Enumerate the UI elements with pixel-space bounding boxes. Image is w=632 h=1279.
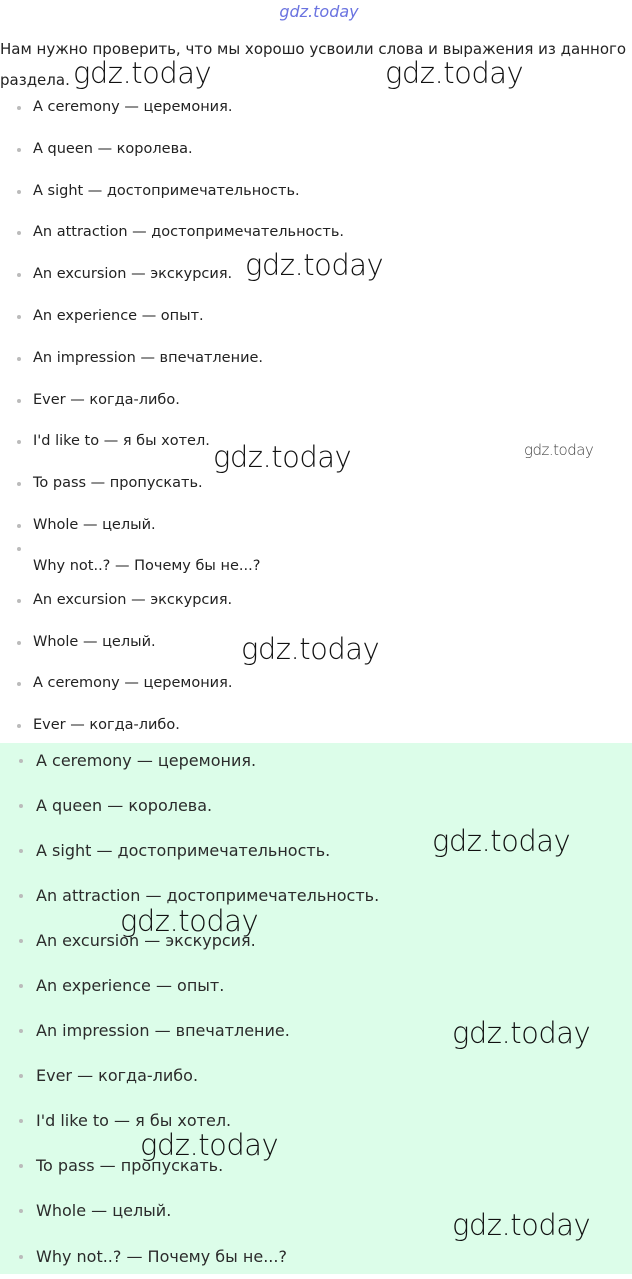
- watermark: gdz.today: [432, 824, 571, 858]
- list-item: An excursion — экскурсия.: [0, 254, 632, 296]
- site-logo[interactable]: gdz.today: [279, 2, 359, 21]
- vocabulary-list: [0, 87, 632, 547]
- list-item: To pass — пропускать.: [0, 1143, 632, 1188]
- list-item: I'd like to — я бы хотел.: [0, 1098, 632, 1143]
- list-item: Whole — целый.: [0, 1188, 632, 1233]
- watermark: gdz.today: [245, 248, 384, 282]
- list-item: A ceremony — церемония.: [0, 87, 632, 129]
- list-item: An impression — впечатление.: [0, 1008, 632, 1053]
- watermark: gdz.today: [120, 904, 259, 938]
- list-item: Why not..? — Почему бы не...?: [0, 547, 632, 585]
- list-item: A queen — королева.: [0, 129, 632, 171]
- list-item: Whole — целый.: [0, 622, 632, 664]
- watermark: gdz.today: [452, 1208, 591, 1242]
- list-item: A queen — королева.: [0, 783, 632, 828]
- list-item: Why not..? — Почему бы не...?: [0, 1234, 632, 1279]
- list-item: Ever — когда-либо.: [0, 705, 632, 747]
- answer-list: [0, 738, 632, 1279]
- list-item: To pass — пропускать.: [0, 463, 632, 505]
- watermark: gdz.today: [385, 56, 524, 90]
- watermark: gdz.today: [524, 441, 594, 459]
- list-item: A ceremony — церемония.: [0, 663, 632, 705]
- watermark: gdz.today: [140, 1128, 279, 1162]
- intro-text: Нам нужно проверить, что мы хорошо усвоили слова и выражения из данного раздела.: [0, 40, 627, 89]
- list-item: An experience — опыт.: [0, 963, 632, 1008]
- list-item: An attraction — достопримечательность.: [0, 873, 632, 918]
- watermark: gdz.today: [213, 440, 352, 474]
- list-item: A ceremony — церемония.: [0, 738, 632, 783]
- list-item: Whole — целый.: [0, 505, 632, 547]
- list-item: An excursion — экскурсия.: [0, 580, 632, 622]
- watermark: gdz.today: [241, 632, 380, 666]
- list-item: An experience — опыт.: [0, 296, 632, 338]
- watermark: gdz.today: [73, 56, 212, 90]
- list-item: An impression — впечатление.: [0, 338, 632, 380]
- list-item: Ever — когда-либо.: [0, 1053, 632, 1098]
- list-item: An excursion — экскурсия.: [0, 918, 632, 963]
- list-item: A sight — достопримечательность.: [0, 171, 632, 213]
- list-item: I'd like to — я бы хотел.: [0, 421, 632, 463]
- watermark: gdz.today: [452, 1016, 591, 1050]
- list-item: A sight — достопримечательность.: [0, 828, 632, 873]
- list-item: An attraction — достопримечательность.: [0, 212, 632, 254]
- list-item: Ever — когда-либо.: [0, 380, 632, 422]
